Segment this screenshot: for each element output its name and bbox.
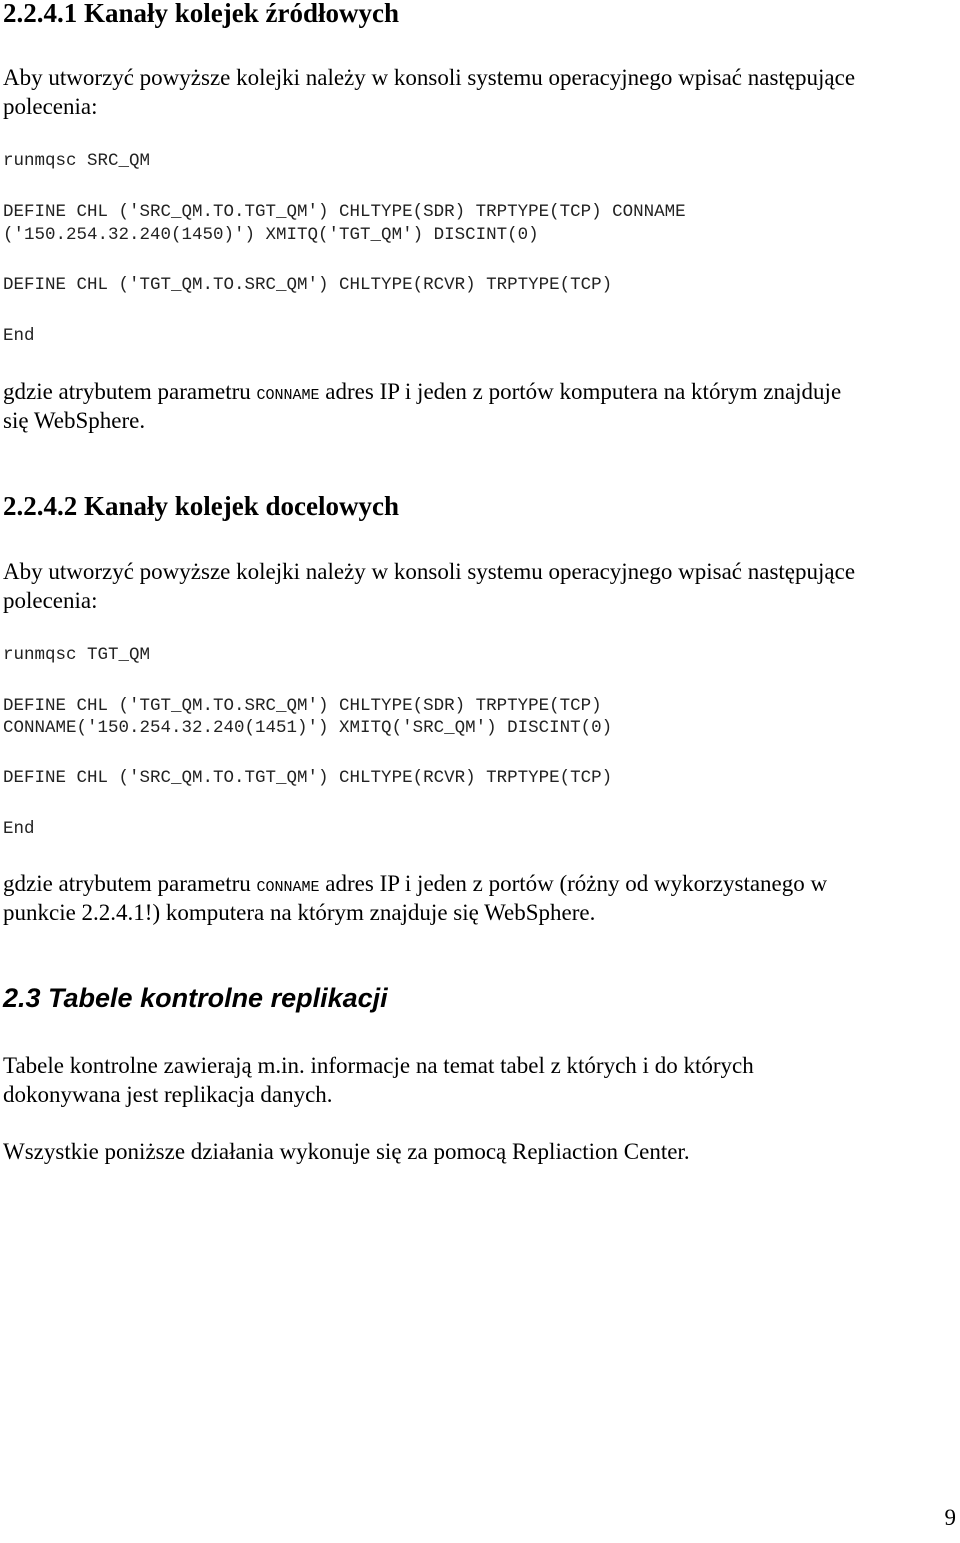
section-heading-2-2-4-1: 2.2.4.1 Kanały kolejek źródłowych — [3, 0, 399, 28]
code-define-receiver: DEFINE CHL ('TGT_QM.TO.SRC_QM') CHLTYPE(RCVR) TRPTYPE(TCP) — [3, 275, 613, 295]
code-define-receiver: DEFINE CHL ('SRC_QM.TO.TGT_QM') CHLTYPE(RCVR) TRPTYPE(TCP) — [3, 768, 613, 788]
note-paragraph-line — [3, 379, 841, 405]
code-runmqsc: runmqsc TGT_QM — [3, 645, 151, 665]
code-end: End — [3, 326, 35, 346]
section-heading-2-2-4-2: 2.2.4.2 Kanały kolejek docelowych — [3, 491, 399, 521]
conname-param: CONNAME — [256, 387, 320, 404]
conname-param: CONNAME — [256, 879, 320, 896]
note-text: gdzie atrybutem parametru — [3, 871, 257, 896]
note-paragraph-line — [3, 871, 827, 897]
note-paragraph-line: się WebSphere. — [3, 408, 146, 433]
note-paragraph-line: punkcie 2.2.4.1!) komputera na którym znajduje się WebSphere. — [3, 900, 596, 925]
code-define-sender-cont: ('150.254.32.240(1450)') XMITQ('TGT_QM') DISCINT(0) — [3, 225, 539, 245]
body-paragraph-line: Tabele kontrolne zawierają m.in. informacje na temat tabel z których i do których — [3, 1053, 754, 1078]
page-number: 9 — [944, 1505, 956, 1530]
code-define-sender: DEFINE CHL ('SRC_QM.TO.TGT_QM') CHLTYPE(SDR) TRPTYPE(TCP) CONNAME — [3, 202, 686, 222]
section-heading-2-3: 2.3 Tabele kontrolne replikacji — [3, 983, 388, 1013]
body-paragraph-line: dokonywana jest replikacja danych. — [3, 1082, 333, 1107]
code-define-sender: DEFINE CHL ('TGT_QM.TO.SRC_QM') CHLTYPE(SDR) TRPTYPE(TCP) — [3, 696, 602, 716]
code-runmqsc: runmqsc SRC_QM — [3, 151, 151, 171]
body-paragraph: Wszystkie poniższe działania wykonuje się za pomocą Repliaction Center. — [3, 1139, 690, 1164]
code-end: End — [3, 819, 35, 839]
intro-paragraph-line: polecenia: — [3, 94, 98, 119]
intro-paragraph-line: polecenia: — [3, 588, 98, 613]
note-text: adres IP i jeden z portów (różny od wykorzystanego w — [319, 871, 828, 896]
note-text: gdzie atrybutem parametru — [3, 379, 257, 404]
intro-paragraph-line: Aby utworzyć powyższe kolejki należy w konsoli systemu operacyjnego wpisać następujące — [3, 65, 856, 90]
code-define-sender-cont: CONNAME('150.254.32.240(1451)') XMITQ('SRC_QM') DISCINT(0) — [3, 718, 613, 738]
note-text: adres IP i jeden z portów komputera na którym znajduje — [319, 379, 842, 404]
intro-paragraph-line: Aby utworzyć powyższe kolejki należy w konsoli systemu operacyjnego wpisać następujące — [3, 559, 856, 584]
